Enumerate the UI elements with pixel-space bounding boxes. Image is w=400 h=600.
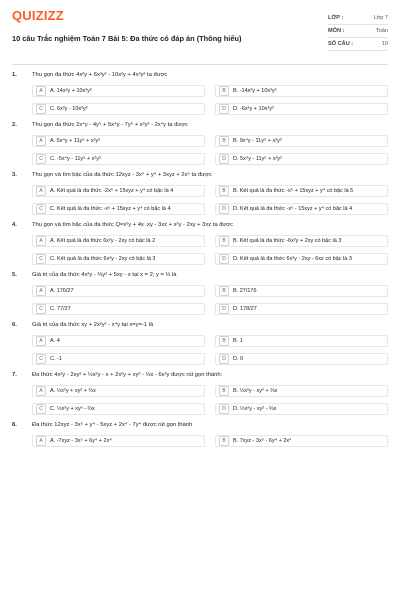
option-text: B. Kết quả là đa thức -6x²y + 2xy có bậc là 3 bbox=[233, 238, 342, 244]
option-letter: A bbox=[36, 286, 46, 296]
question-5 bbox=[12, 271, 388, 315]
option-text: D. Kết quả là đa thức -x⁵ - 15xyz + y⁴ có bậc là 4 bbox=[233, 206, 353, 212]
quizizz-logo: QUIZIZZ bbox=[12, 8, 64, 23]
option-d[interactable] bbox=[215, 253, 388, 265]
question-2 bbox=[12, 121, 388, 165]
option-a[interactable] bbox=[32, 335, 205, 347]
option-letter: C bbox=[36, 404, 46, 414]
option-letter: C bbox=[36, 204, 46, 214]
option-letter: D bbox=[219, 104, 229, 114]
option-letter: B bbox=[219, 186, 229, 196]
question-number: 8. bbox=[12, 422, 17, 428]
option-letter: D bbox=[219, 404, 229, 414]
question-text: Đa thức 4x²y - 2xy² + ½x²y - x + 2x²y + xy² - ⅓x - 6x²y được rút gọn thành: bbox=[32, 372, 223, 378]
question-number: 3. bbox=[12, 172, 17, 178]
option-b[interactable] bbox=[215, 335, 388, 347]
option-letter: D bbox=[219, 304, 229, 314]
meta-row-subject bbox=[328, 25, 388, 38]
option-text: A. ½x²y + xy² + ⅔x bbox=[50, 388, 96, 394]
option-letter: C bbox=[36, 304, 46, 314]
option-text: C. -5x⁴y - 11y⁵ + x²y² bbox=[50, 156, 101, 162]
option-letter: A bbox=[36, 436, 46, 446]
option-text: D. Kết quả là đa thức 6x²y - 2xy - 6xz có bậc là 3 bbox=[233, 256, 352, 262]
option-c[interactable] bbox=[32, 203, 205, 215]
option-letter: A bbox=[36, 386, 46, 396]
option-b[interactable] bbox=[215, 135, 388, 147]
meta-label: SỐ CÂU : bbox=[328, 41, 354, 47]
question-list bbox=[0, 71, 400, 447]
option-a[interactable] bbox=[32, 235, 205, 247]
option-text: A. 4 bbox=[50, 338, 60, 344]
option-text: D. 5x⁴y - 11y⁵ + x²y² bbox=[233, 156, 283, 162]
option-text: C. Kết quả là đa thức 6x²y - 2xy có bậc là 3 bbox=[50, 256, 156, 262]
option-text: A. Kết quả là đa thức -2x⁵ + 15xyz + y⁴ có bậc là 4 bbox=[50, 188, 174, 194]
option-b[interactable] bbox=[215, 435, 388, 447]
question-number: 4. bbox=[12, 222, 17, 228]
question-7 bbox=[12, 371, 388, 415]
option-letter: A bbox=[36, 186, 46, 196]
option-letter: A bbox=[36, 336, 46, 346]
option-letter: D bbox=[219, 254, 229, 264]
option-c[interactable] bbox=[32, 403, 205, 415]
page-title: 10 câu Trắc nghiệm Toán 7 Bài 5: Đa thức có đáp án (Thông hiểu) bbox=[12, 34, 242, 43]
option-b[interactable] bbox=[215, 185, 388, 197]
option-d[interactable] bbox=[215, 403, 388, 415]
option-letter: B bbox=[219, 286, 229, 296]
option-a[interactable] bbox=[32, 85, 205, 97]
option-c[interactable] bbox=[32, 303, 205, 315]
option-d[interactable] bbox=[215, 203, 388, 215]
option-text: C. Kết quả là đa thức -x⁵ + 15xyz + y⁴ có bậc là 4 bbox=[50, 206, 171, 212]
option-c[interactable] bbox=[32, 353, 205, 365]
option-text: D. -6x²y + 10x³y² bbox=[233, 106, 274, 112]
option-text: C. 77/27 bbox=[50, 306, 71, 312]
option-d[interactable] bbox=[215, 303, 388, 315]
option-letter: B bbox=[219, 236, 229, 246]
question-1 bbox=[12, 71, 388, 115]
option-c[interactable] bbox=[32, 153, 205, 165]
option-letter: C bbox=[36, 254, 46, 264]
option-b[interactable] bbox=[215, 85, 388, 97]
option-text: C. ½x²y + xy² - ⅔x bbox=[50, 406, 95, 412]
option-letter: A bbox=[36, 136, 46, 146]
option-a[interactable] bbox=[32, 385, 205, 397]
question-6 bbox=[12, 321, 388, 365]
question-8 bbox=[12, 421, 388, 447]
option-text: A. 5x⁴y + 11y⁵ + x²y² bbox=[50, 138, 101, 144]
question-number: 6. bbox=[12, 322, 17, 328]
question-number: 2. bbox=[12, 122, 17, 128]
header-divider bbox=[12, 64, 388, 65]
option-letter: B bbox=[219, 386, 229, 396]
meta-value: Lớp 7 bbox=[373, 15, 388, 21]
option-letter: B bbox=[219, 86, 229, 96]
option-b[interactable] bbox=[215, 235, 388, 247]
option-b[interactable] bbox=[215, 285, 388, 297]
option-text: D. 178/27 bbox=[233, 306, 257, 312]
meta-value: 10 bbox=[381, 41, 388, 47]
question-text: Thu gọn và tìm bậc của đa thức Q=x²y + 4x .xy - 3xz + x²y - 2xy + 3xz ta được bbox=[32, 222, 234, 228]
question-text: Giá trị của đa thức 4x²y - ⅔y² + 5xy - x tại x = 2; y = ⅓ là bbox=[32, 272, 177, 278]
option-letter: B bbox=[219, 136, 229, 146]
option-text: B. 27/176 bbox=[233, 288, 257, 294]
option-a[interactable] bbox=[32, 285, 205, 297]
question-4 bbox=[12, 221, 388, 265]
option-letter: B bbox=[219, 436, 229, 446]
question-text: Thu gọn đa thức 2x⁴y - 4y⁵ + 5x⁴y - 7y⁵ + x²y² - 2x⁴y ta được bbox=[32, 122, 188, 128]
option-text: B. ½x²y - xy² + ⅔x bbox=[233, 388, 278, 394]
meta-row-class bbox=[328, 12, 388, 25]
option-c[interactable] bbox=[32, 103, 205, 115]
option-a[interactable] bbox=[32, 435, 205, 447]
option-text: A. 176/27 bbox=[50, 288, 74, 294]
option-a[interactable] bbox=[32, 135, 205, 147]
option-text: A. 14x²y + 10x³y² bbox=[50, 88, 92, 94]
option-text: B. 1 bbox=[233, 338, 243, 344]
option-letter: D bbox=[219, 204, 229, 214]
question-number: 7. bbox=[12, 372, 17, 378]
meta-value: Toán bbox=[375, 28, 388, 34]
option-d[interactable] bbox=[215, 153, 388, 165]
option-letter: D bbox=[219, 354, 229, 364]
question-number: 1. bbox=[12, 72, 17, 78]
option-letter: C bbox=[36, 154, 46, 164]
option-c[interactable] bbox=[32, 253, 205, 265]
option-text: B. -14x²y + 10x³y² bbox=[233, 88, 277, 94]
option-text: A. Kết quả là đa thức 6x²y - 2xy có bậc là 2 bbox=[50, 238, 156, 244]
meta-row-count bbox=[328, 38, 388, 51]
option-text: B. 9x⁴y - 11y⁵ + x²y² bbox=[233, 138, 282, 144]
option-letter: C bbox=[36, 104, 46, 114]
option-letter: D bbox=[219, 154, 229, 164]
option-letter: C bbox=[36, 354, 46, 364]
option-letter: A bbox=[36, 236, 46, 246]
question-text: Thu gọn và tìm bậc của đa thức 12xyz - 3x⁵ + y⁴ + 3xyz + 2x⁵ ta được bbox=[32, 172, 212, 178]
page-header bbox=[0, 0, 400, 64]
option-letter: B bbox=[219, 336, 229, 346]
question-number: 5. bbox=[12, 272, 17, 278]
option-text: A. -7xyz - 3x⁵ + 6y⁴ + 2x⁴ bbox=[50, 438, 112, 444]
meta-panel bbox=[328, 12, 388, 51]
option-text: D. 0 bbox=[233, 356, 244, 362]
option-b[interactable] bbox=[215, 385, 388, 397]
option-letter: A bbox=[36, 86, 46, 96]
option-text: B. Kết quả là đa thức -x⁵ + 15xyz + y⁴ có bậc là 5 bbox=[233, 188, 354, 194]
meta-label: MÔN : bbox=[328, 28, 345, 34]
option-text: C. 6x²y - 10x³y² bbox=[50, 106, 88, 112]
question-text: Giá trị của đa thức xy + 2x²y² - x⁴y tại x=y=-1 là bbox=[32, 322, 154, 328]
option-d[interactable] bbox=[215, 353, 388, 365]
question-text: Đa thức 12xyz - 3x⁵ + y⁴ - 5xyz + 2x⁴ - 7y⁴ được rút gọn thành bbox=[32, 422, 193, 428]
option-text: D. ½x²y - xy² - ⅔x bbox=[233, 406, 277, 412]
question-3 bbox=[12, 171, 388, 215]
option-text: C. -1 bbox=[50, 356, 62, 362]
option-a[interactable] bbox=[32, 185, 205, 197]
option-d[interactable] bbox=[215, 103, 388, 115]
question-text: Thu gọn đa thức 4x²y + 6x³y² - 10x²y + 4x³y² ta được bbox=[32, 72, 168, 78]
meta-label: LỚP : bbox=[328, 15, 344, 21]
option-text: B. 7xyz - 3x⁵ - 6y⁴ + 2x⁴ bbox=[233, 438, 292, 444]
